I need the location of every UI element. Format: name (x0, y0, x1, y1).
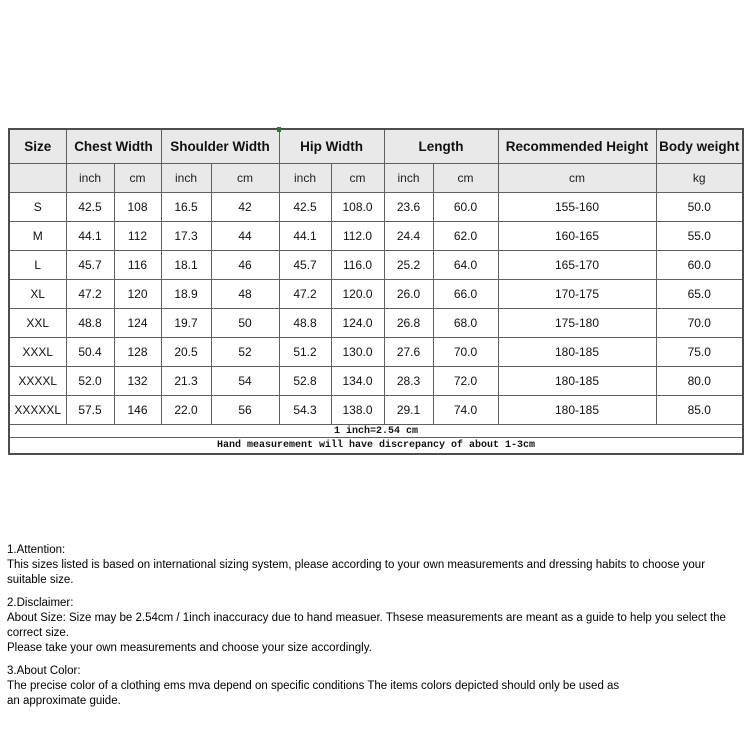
note-attention (7, 543, 747, 588)
value-cell: 70.0 (656, 309, 743, 338)
value-cell: 134.0 (331, 367, 384, 396)
footnote-row (9, 438, 743, 455)
value-cell: 18.9 (161, 280, 211, 309)
value-cell: 52 (211, 338, 279, 367)
value-cell: 47.2 (66, 280, 114, 309)
value-cell: 130.0 (331, 338, 384, 367)
value-cell: 45.7 (66, 251, 114, 280)
value-cell: 50.4 (66, 338, 114, 367)
header-row (9, 129, 743, 164)
unit-cell: cm (433, 164, 498, 193)
table-row (9, 396, 743, 425)
value-cell: 42.5 (66, 193, 114, 222)
value-cell: 124 (114, 309, 161, 338)
table-row (9, 193, 743, 222)
value-cell: 60.0 (433, 193, 498, 222)
value-cell: 29.1 (384, 396, 433, 425)
unit-cell: kg (656, 164, 743, 193)
value-cell: 74.0 (433, 396, 498, 425)
value-cell: 48 (211, 280, 279, 309)
footnote-row (9, 425, 743, 438)
col-header-length: Length (384, 129, 498, 164)
value-cell: 21.3 (161, 367, 211, 396)
value-cell: 26.0 (384, 280, 433, 309)
value-cell: 75.0 (656, 338, 743, 367)
value-cell: 70.0 (433, 338, 498, 367)
size-label-cell: XXXXL (9, 367, 66, 396)
value-cell: 45.7 (279, 251, 331, 280)
value-cell: 56 (211, 396, 279, 425)
note-line: Please take your own measurements and choose your size accordingly. (7, 642, 372, 654)
value-cell: 112.0 (331, 222, 384, 251)
value-cell: 54 (211, 367, 279, 396)
value-cell: 116 (114, 251, 161, 280)
size-label-cell: M (9, 222, 66, 251)
value-cell: 22.0 (161, 396, 211, 425)
value-cell: 52.8 (279, 367, 331, 396)
note-title: 1.Attention: (7, 544, 66, 556)
size-label-cell: XXXXXL (9, 396, 66, 425)
value-cell: 66.0 (433, 280, 498, 309)
note-disclaimer (7, 596, 747, 656)
value-cell: 42.5 (279, 193, 331, 222)
unit-cell: cm (114, 164, 161, 193)
value-cell: 132 (114, 367, 161, 396)
value-cell: 55.0 (656, 222, 743, 251)
value-cell: 50.0 (656, 193, 743, 222)
value-cell: 116.0 (331, 251, 384, 280)
unit-cell: inch (66, 164, 114, 193)
value-cell: 26.8 (384, 309, 433, 338)
value-cell: 85.0 (656, 396, 743, 425)
note-line: an approximate guide. (7, 695, 121, 707)
table-row (9, 309, 743, 338)
footnote-hand-measurement: Hand measurement will have discrepancy of about 1-3cm (9, 438, 743, 455)
value-cell: 175-180 (498, 309, 656, 338)
value-cell: 57.5 (66, 396, 114, 425)
note-line: About Size: Size may be 2.54cm / 1inch inaccuracy due to hand measuer. Thsese measurements are meant as a guide to help you select the correct size. (7, 612, 726, 639)
value-cell: 108.0 (331, 193, 384, 222)
table-row (9, 280, 743, 309)
value-cell: 112 (114, 222, 161, 251)
value-cell: 44.1 (66, 222, 114, 251)
value-cell: 27.6 (384, 338, 433, 367)
value-cell: 180-185 (498, 367, 656, 396)
table-row (9, 367, 743, 396)
size-label-cell: S (9, 193, 66, 222)
value-cell: 108 (114, 193, 161, 222)
value-cell: 65.0 (656, 280, 743, 309)
value-cell: 20.5 (161, 338, 211, 367)
notes-section (7, 543, 747, 717)
unit-cell: inch (279, 164, 331, 193)
value-cell: 28.3 (384, 367, 433, 396)
size-label-cell: XXL (9, 309, 66, 338)
col-header-chest-width: Chest Width (66, 129, 161, 164)
table-row (9, 251, 743, 280)
value-cell: 42 (211, 193, 279, 222)
value-cell: 68.0 (433, 309, 498, 338)
footnote-inch-conversion: 1 inch=2.54 cm (9, 425, 743, 438)
value-cell: 170-175 (498, 280, 656, 309)
value-cell: 52.0 (66, 367, 114, 396)
value-cell: 24.4 (384, 222, 433, 251)
value-cell: 160-165 (498, 222, 656, 251)
value-cell: 72.0 (433, 367, 498, 396)
value-cell: 54.3 (279, 396, 331, 425)
value-cell: 23.6 (384, 193, 433, 222)
value-cell: 138.0 (331, 396, 384, 425)
value-cell: 25.2 (384, 251, 433, 280)
note-line: This sizes listed is based on international sizing system, please according to your own measurements and dressing habits to choose your suitable size. (7, 559, 706, 586)
note-title: 3.About Color: (7, 665, 81, 677)
value-cell: 80.0 (656, 367, 743, 396)
value-cell: 48.8 (66, 309, 114, 338)
value-cell: 48.8 (279, 309, 331, 338)
note-title: 2.Disclaimer: (7, 597, 74, 609)
table-row (9, 338, 743, 367)
col-header-recommended-height: Recommended Height (498, 129, 656, 164)
unit-cell: cm (498, 164, 656, 193)
value-cell: 165-170 (498, 251, 656, 280)
value-cell: 18.1 (161, 251, 211, 280)
size-label-cell: XL (9, 280, 66, 309)
value-cell: 64.0 (433, 251, 498, 280)
value-cell: 128 (114, 338, 161, 367)
col-header-shoulder-width: Shoulder Width (161, 129, 279, 164)
value-cell: 155-160 (498, 193, 656, 222)
note-about-color (7, 664, 747, 709)
value-cell: 180-185 (498, 396, 656, 425)
unit-cell: cm (211, 164, 279, 193)
size-label-cell: XXXL (9, 338, 66, 367)
value-cell: 120 (114, 280, 161, 309)
value-cell: 60.0 (656, 251, 743, 280)
green-corner-marker (277, 127, 281, 132)
value-cell: 180-185 (498, 338, 656, 367)
col-header-body-weight: Body weight (656, 129, 743, 164)
unit-cell: cm (331, 164, 384, 193)
value-cell: 51.2 (279, 338, 331, 367)
unit-cell: inch (161, 164, 211, 193)
size-label-cell: L (9, 251, 66, 280)
unit-cell-empty (9, 164, 66, 193)
value-cell: 16.5 (161, 193, 211, 222)
value-cell: 17.3 (161, 222, 211, 251)
value-cell: 50 (211, 309, 279, 338)
value-cell: 44 (211, 222, 279, 251)
note-line: The precise color of a clothing ems mva depend on specific conditions The items colors depicted should only be used as (7, 680, 620, 692)
value-cell: 47.2 (279, 280, 331, 309)
value-cell: 46 (211, 251, 279, 280)
value-cell: 19.7 (161, 309, 211, 338)
col-header-hip-width: Hip Width (279, 129, 384, 164)
size-chart-table (8, 128, 744, 455)
value-cell: 44.1 (279, 222, 331, 251)
unit-cell: inch (384, 164, 433, 193)
size-table-body (9, 193, 743, 425)
value-cell: 146 (114, 396, 161, 425)
value-cell: 62.0 (433, 222, 498, 251)
value-cell: 124.0 (331, 309, 384, 338)
col-header-size: Size (9, 129, 66, 164)
table-row (9, 222, 743, 251)
unit-row (9, 164, 743, 193)
value-cell: 120.0 (331, 280, 384, 309)
